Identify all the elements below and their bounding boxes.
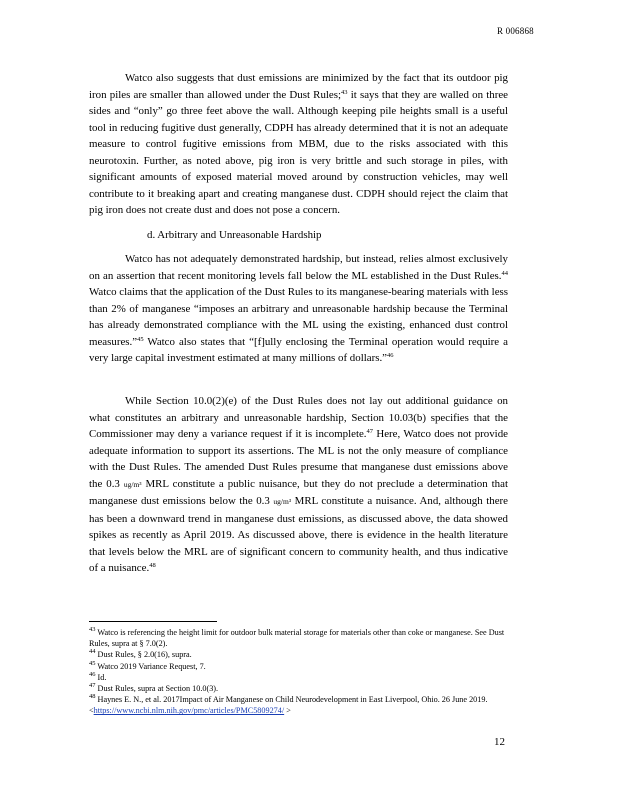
paragraph-section-10 (89, 393, 508, 577)
footnote-divider (89, 621, 217, 622)
footnote (89, 672, 508, 683)
footnote-text: Watco is referencing the height limit for outdoor bulk material storage for materials other than coke or manganese. See Dust Rules, supra at § 7.0(2). (89, 628, 505, 649)
footnote-text: Dust Rules, supra at Section 10.0(3). (97, 684, 219, 694)
footnote-text: Dust Rules, § 2.0(16), supra. (97, 650, 192, 660)
paragraph-text: Watco also states that “[f]ully enclosing the Terminal operation would require a very large capital investment estimated at many millions of dollars.” (89, 335, 508, 364)
bates-number: R 006868 (497, 26, 534, 36)
footnote (89, 694, 508, 716)
footnote (89, 649, 508, 660)
footnote-text: > (284, 706, 291, 716)
paragraph-pile-heights (89, 70, 508, 219)
paragraph-text: While Section 10.0(2)(e) of the Dust Rules does not lay out additional guidance on what constitutes an arbitrary and unreasonable hardship, Section 10.03(b) specifies that the Commissioner may deny a variance request if it is incomplete. (89, 395, 508, 440)
footnote-ref-43[interactable]: 43 (341, 88, 348, 96)
unit-label: ug/m³ (123, 479, 142, 489)
unit-label: ug/m³ (273, 497, 292, 506)
footnote-ref-48[interactable]: 48 (149, 562, 156, 569)
paragraph-hardship (89, 251, 508, 367)
paragraph-text: Watco also suggests that dust emissions are minimized by the fact that its outdoor pig iron piles are smaller than allowed under the Dust Rules; (89, 72, 508, 101)
footnote (89, 627, 508, 649)
footnotes (89, 627, 508, 717)
paragraph-text: Here, Watco does not provide adequate information to support its assertions. The ML is not the only measure of compliance with the Dust Rules. The amended Dust Rules presume that manganese dust emissions above the 0.3 (89, 428, 508, 490)
page-number: 12 (494, 736, 505, 748)
paragraph-text: MRL constitute a public nuisance, but they do not preclude a determination that manganese dust emissions below the 0.3 (89, 477, 508, 507)
citation-link[interactable]: https://www.ncbi.nlm.nih.gov/pmc/articles/PMC5809274/ (93, 706, 285, 716)
footnote-number: 47 (89, 682, 96, 690)
footnote-ref-47[interactable]: 47 (366, 428, 374, 435)
footnote-number: 45 (89, 659, 96, 667)
footnote (89, 661, 508, 672)
footnote-ref-46[interactable]: 46 (387, 352, 394, 359)
paragraph-text: it says that they are walled on three sides and “only” go three feet above the wall. Although keeping pile heights small is a useful tool in reducing fugitive dust generally, CDPH has already determined that it is not an adequate measure to control fugitive emissions from MBM, due to the risks associated with this neurotoxin. Further, as noted above, pig iron is very brittle and such storage in piles, with significant amounts of exposed material moved around by construction vehicles, may well contribute to it breaking apart and creating manganese dust. CDPH should reject the claim that pig iron does not create dust and does not pose a concern. (89, 88, 508, 216)
footnote-number: 43 (89, 626, 96, 633)
footnote-text: Haynes E. N., et al. 2017Impact of Air Manganese on Child Neurodevelopment in East Liverpool, Ohio. 26 June 2019. < (89, 695, 488, 716)
footnote-text: Id. (97, 672, 107, 682)
paragraph-text: Watco claims that the application of the Dust Rules to its manganese-bearing materials with less than 2% of manganese “imposes an arbitrary and unreasonable hardship because the Terminal has already demonstrated compliance with the ML using the existing, enhanced dust control measures.” (89, 286, 508, 348)
footnote-number: 44 (89, 648, 96, 656)
footnote-ref-45[interactable]: 45 (137, 335, 144, 343)
paragraph-text: MRL constitute a nuisance. And, although there has been a downward trend in manganese dust emissions, as discussed above, the data showed spikes as recently as April 2019. As discussed above, there is evidence in the health literature that levels below the MRL are of significant concern to community health, and thus indicative of a nuisance. (89, 495, 508, 574)
footnote-text: Watco 2019 Variance Request, 7. (97, 661, 206, 671)
footnote-ref-44[interactable]: 44 (501, 269, 508, 277)
paragraph-text: Watco has not adequately demonstrated hardship, but instead, relies almost exclusively on an assertion that recent monitoring levels fall below the ML established in the Dust Rules. (89, 253, 508, 282)
footnote (89, 683, 508, 694)
footnote-number: 48 (89, 693, 96, 701)
section-heading: d. Arbitrary and Unreasonable Hardship (147, 229, 322, 241)
footnote-number: 46 (89, 670, 96, 678)
